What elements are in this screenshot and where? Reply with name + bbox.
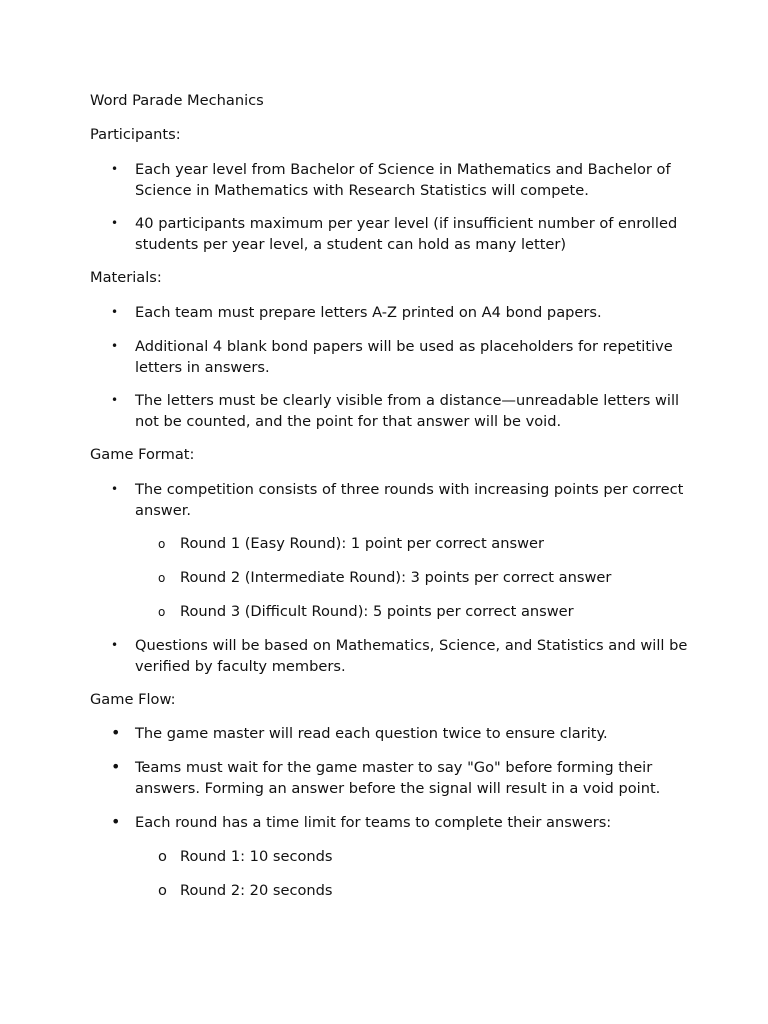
- bullet-icon: •: [111, 339, 119, 353]
- list-item-text: The game master will read each question twice to ensure clarity.: [135, 725, 608, 742]
- sub-list-item-text: Round 1 (Easy Round): 1 point per correct answer: [180, 535, 545, 552]
- list-item-text: Each team must prepare letters A-Z printed on A4 bond papers.: [135, 304, 602, 321]
- document-title: Word Parade Mechanics: [90, 92, 264, 109]
- list-item: [111, 812, 695, 833]
- sub-list-item-text: Round 3 (Difficult Round): 5 points per correct answer: [180, 603, 574, 620]
- game-format-heading: Game Format:: [90, 446, 195, 463]
- list-item-text: The competition consists of three rounds with increasing points per correct answer.: [135, 481, 684, 519]
- list-item-text: Each round has a time limit for teams to complete their answers:: [135, 814, 612, 831]
- circle-bullet-icon: o: [158, 848, 167, 865]
- sub-list-item: [158, 567, 680, 588]
- bullet-icon: •: [111, 812, 121, 831]
- list-item-text: 40 participants maximum per year level (if insufficient number of enrolled students per year level, a student can hold as many letter): [135, 215, 678, 253]
- list-item-text: Each year level from Bachelor of Science in Mathematics and Bachelor of Science in Mathematics with Research Statistics will compete.: [135, 161, 671, 199]
- sub-list-item-text: Round 2 (Intermediate Round): 3 points per correct answer: [180, 569, 612, 586]
- sub-list-item: [158, 880, 680, 901]
- sub-list-item-text: Round 2: 20 seconds: [180, 882, 333, 899]
- circle-bullet-icon: o: [158, 605, 166, 619]
- bullet-icon: •: [111, 162, 119, 176]
- materials-heading: Materials:: [90, 269, 162, 286]
- circle-bullet-icon: o: [158, 571, 166, 585]
- bullet-icon: •: [111, 723, 121, 742]
- list-item: [111, 159, 695, 201]
- sub-list-item: [158, 601, 680, 622]
- bullet-icon: •: [111, 757, 121, 776]
- list-item-text: Teams must wait for the game master to say "Go" before forming their answers. Forming an answer before the signal will result in a void point.: [135, 759, 661, 797]
- list-item-text: The letters must be clearly visible from a distance—unreadable letters will not be counted, and the point for that answer will be void.: [135, 392, 680, 430]
- list-item: [111, 757, 695, 799]
- list-item: [111, 302, 695, 323]
- circle-bullet-icon: o: [158, 537, 166, 551]
- participants-heading: Participants:: [90, 126, 181, 143]
- list-item-text: Questions will be based on Mathematics, Science, and Statistics and will be verified by faculty members.: [135, 637, 688, 675]
- list-item: [111, 336, 695, 378]
- sub-list-item: [158, 533, 680, 554]
- bullet-icon: •: [111, 482, 119, 496]
- list-item: [111, 479, 695, 521]
- list-item: [111, 723, 695, 744]
- list-item: [111, 390, 695, 432]
- bullet-icon: •: [111, 638, 119, 652]
- list-item: [111, 213, 695, 255]
- list-item: [111, 635, 695, 677]
- sub-list-item-text: Round 1: 10 seconds: [180, 848, 333, 865]
- bullet-icon: •: [111, 305, 119, 319]
- bullet-icon: •: [111, 216, 119, 230]
- sub-list-item: [158, 846, 680, 867]
- list-item-text: Additional 4 blank bond papers will be used as placeholders for repetitive letters in answers.: [135, 338, 673, 376]
- bullet-icon: •: [111, 393, 119, 407]
- circle-bullet-icon: o: [158, 882, 167, 899]
- game-flow-heading: Game Flow:: [90, 691, 176, 708]
